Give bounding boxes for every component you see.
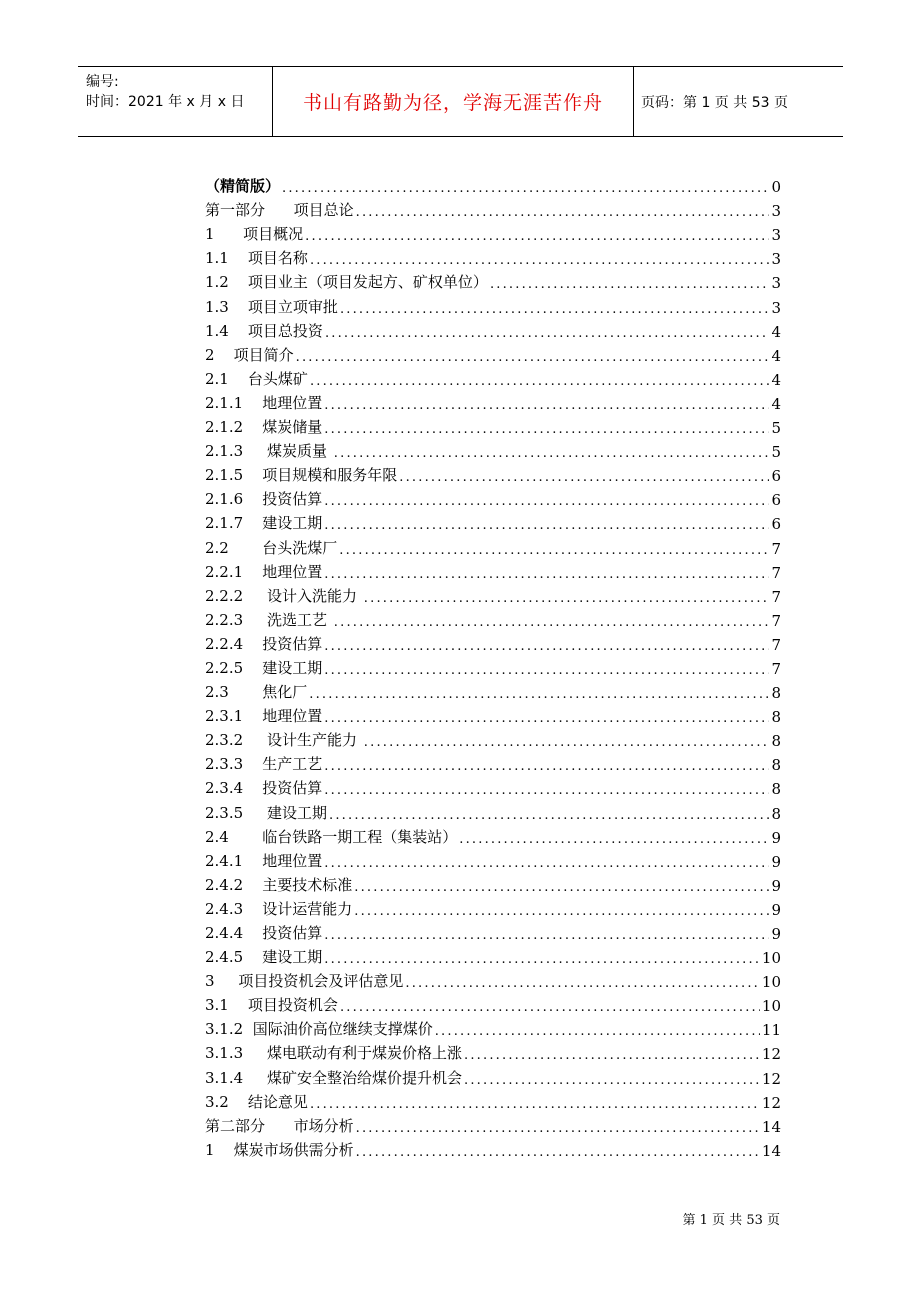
toc-entry-page: 6 <box>771 491 781 510</box>
toc-entry[interactable] <box>205 1136 781 1160</box>
toc-entry-label: 1.4 项目总投资 <box>205 321 323 340</box>
toc-dot-leader <box>327 808 769 823</box>
toc-entry-label: 1.3 项目立项审批 <box>205 297 338 316</box>
toc-entry-page: 0 <box>771 178 781 197</box>
toc-entry[interactable] <box>205 823 781 847</box>
toc-entry-page: 10 <box>761 949 781 968</box>
toc-entry-page: 4 <box>771 370 781 389</box>
toc-entry[interactable] <box>205 1088 781 1112</box>
toc-entry-label: 2.1.2 煤炭储量 <box>205 418 323 437</box>
toc-entry-label: 第一部分 项目总论 <box>205 201 354 220</box>
toc-entry[interactable] <box>205 750 781 774</box>
toc-entry-label: 2.4.4 投资估算 <box>205 924 323 942</box>
toc-entry-page: 3 <box>771 274 781 293</box>
toc-entry[interactable] <box>205 1112 781 1136</box>
toc-entry-label: 2.4 临台铁路一期工程（集装站） <box>205 827 458 846</box>
toc-dot-leader <box>488 277 770 292</box>
document-number: 编号: <box>86 74 119 90</box>
toc-dot-leader <box>322 639 769 654</box>
toc-entry-label: 2 项目简介 <box>205 345 294 364</box>
toc-entry-label: 2.1.7 建设工期 <box>205 514 323 533</box>
document-time: 时间：2021 年 x 月 x 日 <box>86 94 245 110</box>
toc-entry-label: 2.3.1 地理位置 <box>205 707 323 726</box>
toc-entry-page: 7 <box>771 563 781 582</box>
toc-dot-leader <box>354 1145 760 1160</box>
toc-dot-leader <box>362 591 770 606</box>
toc-entry-page: 7 <box>771 635 781 654</box>
toc-dot-leader <box>322 711 769 726</box>
toc-entry[interactable] <box>205 654 781 678</box>
toc-entry-label: 2.2.2 设计入洗能力 <box>205 586 362 605</box>
toc-entry[interactable] <box>205 365 781 389</box>
toc-dot-leader <box>308 1097 760 1112</box>
toc-entry[interactable] <box>205 991 781 1015</box>
toc-dot-leader <box>322 759 769 774</box>
toc-entry-label: 2.4.3 设计运营能力 <box>205 899 353 918</box>
toc-entry-page: 4 <box>771 346 781 365</box>
toc-entry-label: 3.2 结论意见 <box>205 1092 308 1111</box>
toc-entry-page: 10 <box>761 997 781 1016</box>
toc-dot-leader <box>308 253 770 268</box>
toc-entry[interactable] <box>205 1063 781 1087</box>
toc-entry-page: 6 <box>771 467 781 486</box>
toc-entry-label: 1.1 项目名称 <box>205 249 308 268</box>
toc-dot-leader <box>332 446 770 461</box>
toc-entry-page: 9 <box>771 828 781 847</box>
toc-entry[interactable] <box>205 509 781 533</box>
toc-entry-label: 3.1.2 国际油价高位继续支撑煤价 <box>205 1020 433 1039</box>
toc-dot-leader <box>323 326 770 341</box>
toc-entry[interactable] <box>205 558 781 582</box>
motto-text: 书山有路勤为径，学海无涯苦作舟 <box>302 92 603 114</box>
toc-entry-page: 11 <box>761 1021 781 1040</box>
toc-entry-page: 4 <box>771 322 781 341</box>
toc-dot-leader <box>362 735 770 750</box>
toc-entry-page: 7 <box>771 587 781 606</box>
toc-entry-label: 3 项目投资机会及评估意见 <box>205 972 404 991</box>
toc-entry-page: 3 <box>771 250 781 269</box>
toc-dot-leader <box>462 1073 760 1088</box>
toc-entry-label: 2.1.3 煤炭质量 <box>205 442 332 461</box>
page-footer: 第 1 页 共 53 页 <box>682 1213 780 1228</box>
toc-dot-leader <box>433 1024 760 1039</box>
toc-dot-leader <box>322 928 769 943</box>
toc-entry-page: 5 <box>771 419 781 438</box>
toc-entry-page: 9 <box>771 852 781 871</box>
toc-dot-leader <box>308 374 770 389</box>
toc-dot-leader <box>403 976 760 991</box>
toc-entry[interactable] <box>205 678 781 702</box>
table-of-contents <box>205 172 781 1160</box>
toc-dot-leader <box>397 470 769 485</box>
toc-entry-page: 5 <box>771 443 781 462</box>
toc-entry-page: 4 <box>771 394 781 413</box>
toc-entry-page: 14 <box>761 1141 781 1160</box>
toc-entry[interactable] <box>205 895 781 919</box>
toc-entry-label: 2.2.1 地理位置 <box>205 562 323 581</box>
toc-entry[interactable] <box>205 533 781 557</box>
header-page-cell <box>633 67 843 136</box>
toc-entry-label: 2.2.5 建设工期 <box>205 658 323 677</box>
toc-entry-label: 3.1.4 煤矿安全整治给煤价提升机会 <box>205 1068 463 1087</box>
header-info-cell <box>78 67 272 136</box>
toc-dot-leader <box>322 952 760 967</box>
toc-entry[interactable] <box>205 943 781 967</box>
toc-entry[interactable] <box>205 1039 781 1063</box>
toc-dot-leader <box>303 229 769 244</box>
toc-entry[interactable] <box>205 919 781 943</box>
toc-entry[interactable] <box>205 437 781 461</box>
toc-entry-page: 12 <box>761 1045 781 1064</box>
toc-entry-page: 12 <box>761 1093 781 1112</box>
toc-entry-page: 8 <box>771 684 781 703</box>
toc-entry[interactable] <box>205 292 781 316</box>
toc-dot-leader <box>322 663 769 678</box>
toc-dot-leader <box>322 518 769 533</box>
toc-entry-label: 2.1 台头煤矿 <box>205 369 308 388</box>
toc-entry-label: 2.3.2 设计生产能力 <box>205 731 362 750</box>
toc-entry-label: 2.1.1 地理位置 <box>205 393 323 412</box>
toc-entry[interactable] <box>205 871 781 895</box>
toc-entry[interactable] <box>205 244 781 268</box>
toc-entry[interactable] <box>205 317 781 341</box>
toc-dot-leader <box>280 181 769 196</box>
toc-entry-page: 8 <box>771 804 781 823</box>
toc-dot-leader <box>332 615 770 630</box>
toc-entry-label: 2.4.1 地理位置 <box>205 851 323 870</box>
toc-entry-label: 2.2.3 洗选工艺 <box>205 610 332 629</box>
header-page-code: 页码：第 1 页 共 53 页 <box>641 94 788 111</box>
toc-entry[interactable] <box>205 196 781 220</box>
toc-dot-leader <box>322 494 769 509</box>
toc-entry[interactable] <box>205 172 781 196</box>
toc-entry-page: 6 <box>771 515 781 534</box>
toc-dot-leader <box>322 567 769 582</box>
toc-entry-page: 8 <box>771 732 781 751</box>
toc-entry[interactable] <box>205 485 781 509</box>
toc-entry[interactable] <box>205 967 781 991</box>
toc-entry[interactable] <box>205 798 781 822</box>
toc-entry-page: 3 <box>771 298 781 317</box>
toc-dot-leader <box>462 1048 760 1063</box>
toc-entry-page: 9 <box>771 900 781 919</box>
toc-entry-page: 9 <box>771 925 781 943</box>
toc-entry-label: 3.1 项目投资机会 <box>205 996 338 1015</box>
toc-dot-leader <box>322 856 769 871</box>
toc-dot-leader <box>338 1000 760 1015</box>
toc-entry-label: 1 煤炭市场供需分析 <box>205 1140 354 1159</box>
toc-entry-label: 2.3 焦化厂 <box>205 683 308 702</box>
toc-entry[interactable] <box>205 702 781 726</box>
toc-entry[interactable] <box>205 606 781 630</box>
toc-dot-leader <box>322 398 769 413</box>
toc-entry-page: 8 <box>771 756 781 775</box>
toc-dot-leader <box>354 1121 760 1136</box>
toc-entry-page: 14 <box>761 1117 781 1136</box>
toc-dot-leader <box>338 302 770 317</box>
toc-entry-label: 第二部分 市场分析 <box>205 1116 354 1135</box>
toc-dot-leader <box>354 205 770 220</box>
toc-dot-leader <box>457 832 769 847</box>
toc-entry[interactable] <box>205 847 781 871</box>
toc-entry-page: 10 <box>761 973 781 992</box>
toc-entry[interactable] <box>205 461 781 485</box>
toc-entry-label: 2.3.3 生产工艺 <box>205 755 323 774</box>
toc-entry-page: 7 <box>771 539 781 558</box>
toc-entry-label: 1 项目概况 <box>205 225 304 244</box>
toc-entry[interactable] <box>205 630 781 654</box>
toc-entry-page: 3 <box>771 202 781 221</box>
toc-dot-leader <box>294 350 770 365</box>
toc-entry-label: 2.1.6 投资估算 <box>205 490 323 509</box>
toc-entry[interactable] <box>205 1015 781 1039</box>
toc-entry-page: 8 <box>771 708 781 727</box>
header-motto-cell <box>272 67 634 136</box>
toc-entry[interactable] <box>205 582 781 606</box>
toc-entry-label: 2.4.2 主要技术标准 <box>205 875 353 894</box>
toc-entry-page: 7 <box>771 659 781 678</box>
toc-entry[interactable] <box>205 341 781 365</box>
toc-dot-leader <box>337 543 769 558</box>
toc-dot-leader <box>352 904 769 919</box>
toc-entry[interactable] <box>205 413 781 437</box>
toc-entry[interactable] <box>205 389 781 413</box>
toc-entry-label: 2.3.5 建设工期 <box>205 803 328 822</box>
toc-entry-label: （精简版） <box>205 177 281 196</box>
toc-entry-label: 2.4.5 建设工期 <box>205 948 323 967</box>
toc-entry-page: 9 <box>771 876 781 895</box>
toc-entry[interactable] <box>205 220 781 244</box>
toc-entry-label: 2.2 台头洗煤厂 <box>205 538 338 557</box>
toc-entry[interactable] <box>205 774 781 798</box>
toc-entry[interactable] <box>205 726 781 750</box>
page-header <box>78 66 843 137</box>
toc-entry[interactable] <box>205 268 781 292</box>
toc-entry-label: 1.2 项目业主（项目发起方、矿权单位） <box>205 273 488 292</box>
toc-entry-label: 2.3.4 投资估算 <box>205 779 323 798</box>
toc-dot-leader <box>322 783 769 798</box>
toc-entry-label: 2.1.5 项目规模和服务年限 <box>205 466 398 485</box>
toc-entry-page: 8 <box>771 780 781 799</box>
toc-entry-label: 3.1.3 煤电联动有利于煤炭价格上涨 <box>205 1044 463 1063</box>
toc-entry-page: 7 <box>771 611 781 630</box>
toc-entry-page: 3 <box>771 226 781 245</box>
toc-dot-leader <box>352 880 769 895</box>
toc-entry-label: 2.2.4 投资估算 <box>205 634 323 653</box>
toc-dot-leader <box>322 422 769 437</box>
toc-dot-leader <box>307 687 769 702</box>
toc-entry-page: 12 <box>761 1069 781 1088</box>
